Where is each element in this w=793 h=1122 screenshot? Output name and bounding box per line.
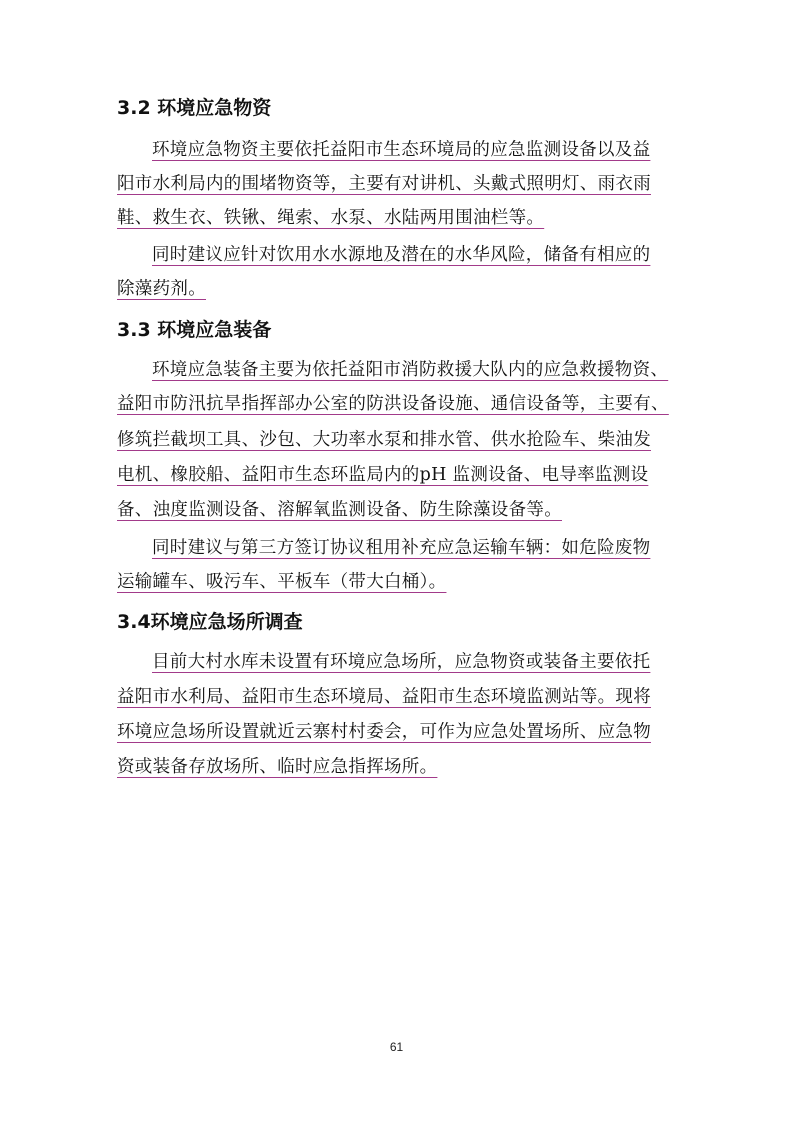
text-line: 环境应急物资主要依托益阳市生态环境局的应急监测设备以及益: [152, 140, 651, 160]
section-heading-3-4: 3.4环境应急场所调查: [117, 611, 303, 633]
text-line: 鞋、救生衣、铁锹、绳索、水泵、水陆两用围油栏等。: [117, 208, 545, 228]
text-line: 资或装备存放场所、临时应急指挥场所。: [117, 757, 438, 777]
text-line: 修筑拦截坝工具、沙包、大功率水泵和排水管、供水抢险车、柴油发: [117, 430, 651, 450]
page-number: 61: [389, 1040, 404, 1054]
text-line: 备、浊度监测设备、溶解氧监测设备、防生除藻设备等。: [117, 500, 562, 520]
text-line: 益阳市防汛抗旱指挥部办公室的防洪设备设施、通信设备等，主要有、: [117, 394, 669, 414]
text-line: 目前大村水库未设置有环境应急场所，应急物资或装备主要依托: [152, 652, 651, 672]
text-line: 除藻药剂。: [117, 279, 206, 299]
text-line: 阳市水利局内的围堵物资等，主要有对讲机、头戴式照明灯、雨衣雨: [117, 174, 651, 194]
text-line: 同时建议与第三方签订协议租用补充应急运输车辆：如危险废物: [152, 538, 651, 558]
text-line: 环境应急场所设置就近云寨村村委会，可作为应急处置场所、应急物: [117, 722, 651, 742]
text-line: 益阳市水利局、益阳市生态环境局、益阳市生态环境监测站等。现将: [117, 687, 651, 707]
section-heading-3-2: 3.2 环境应急物资: [117, 97, 272, 119]
text-line: 环境应急装备主要为依托益阳市消防救援大队内的应急救援物资、: [152, 360, 669, 380]
text-line: 同时建议应针对饮用水水源地及潜在的水华风险，储备有相应的: [152, 245, 651, 265]
text-line: 运输罐车、吸污车、平板车（带大白桶）。: [117, 572, 447, 592]
text-line: 电机、橡胶船、益阳市生态环监局内的pH 监测设备、电导率监测设: [117, 465, 649, 485]
section-heading-3-3: 3.3 环境应急装备: [117, 319, 272, 341]
